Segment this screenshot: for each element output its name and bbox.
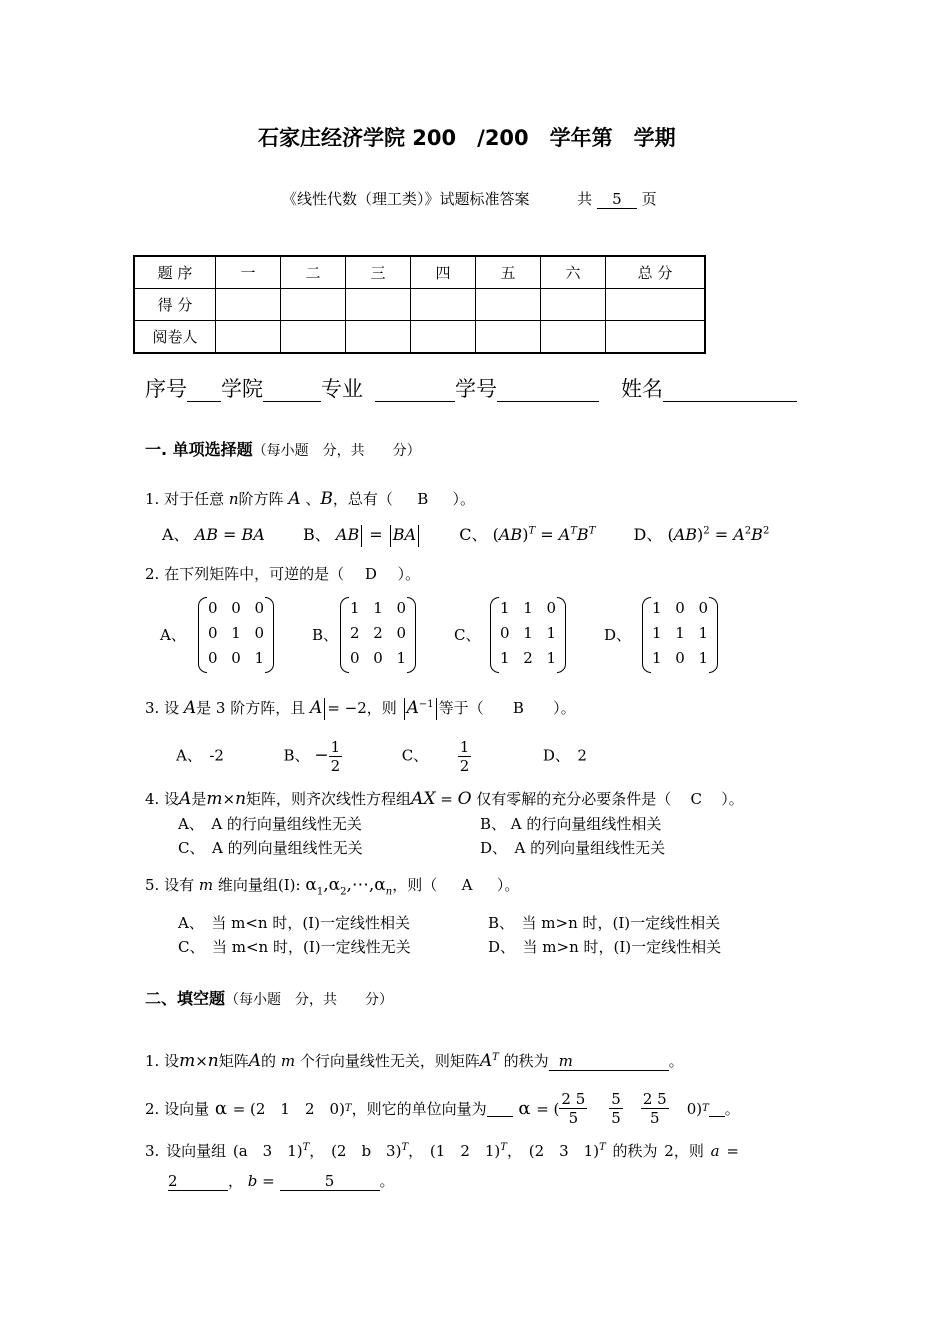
college-field[interactable] — [263, 378, 321, 402]
q3-options: A、 -2 B、 − $\frac{1}{2}$ C、 $\frac{1}{2}$ D、 2 — [176, 738, 587, 775]
fill-q3-v4: (2 3 1) — [528, 1142, 600, 1160]
fill-q1-text-d: 个行向量线性无关，则矩阵 — [299, 1052, 480, 1070]
matrix-row — [500, 624, 556, 642]
q2-answer: D — [364, 565, 377, 583]
fill-q3-text-a: 3. 设向量组 — [145, 1142, 227, 1160]
student-info — [145, 373, 797, 403]
fill-q2-answer-prefix: = ( — [536, 1099, 560, 1118]
q3-answer: B — [512, 699, 524, 717]
section1-heading — [145, 437, 421, 460]
q3-c-frac-num: 1 — [459, 738, 470, 756]
q3-c-frac-den: 2 — [459, 757, 470, 775]
matrix-cell: 1 — [500, 649, 510, 667]
major-field[interactable] — [375, 378, 455, 402]
major-label: 专业 — [321, 377, 363, 401]
fill-q2-frac1-num: 2 5 — [561, 1090, 586, 1108]
matrix-cell: 2 — [523, 649, 533, 667]
id-label: 学号 — [455, 377, 497, 401]
q4-option-c: C、 A 的列向量组线性无关 — [178, 839, 363, 857]
matrix-cell: 0 — [546, 599, 556, 617]
q3-text-b: 是 3 阶方阵，且 — [196, 699, 306, 717]
matrix-cell: 1 — [523, 624, 533, 642]
q3-text-c: ，则 — [366, 699, 397, 717]
q5-option-d: D、 当 m>n 时，(I)一定线性相关 — [488, 938, 722, 956]
matrix-cell: 0 — [208, 624, 218, 642]
fill-q3-text-end: 。 — [379, 1172, 395, 1190]
fill-q3-v3: (1 2 1) — [429, 1142, 501, 1160]
fill-q2: 2. 设向量 α = (2 1 2 0) T ，则它的单位向量为 α = ( $\frac{2 5}{5}$ $\frac{5}{5}$ $\frac{2 5}{5}$ 0) T 。 — [145, 1090, 740, 1127]
matrix-cell: 2 — [350, 624, 360, 642]
matrix-cell: 1 — [373, 599, 383, 617]
q1-text-b: 阶方阵 — [238, 490, 284, 508]
q5-text-end: ）。 — [496, 876, 520, 894]
fill-q2-tail: 0) — [686, 1099, 703, 1118]
q3-text-end: ）。 — [553, 699, 576, 717]
q4-text-d: 仅有零解的充分必要条件是（ — [476, 790, 672, 808]
matrix-cell: 0 — [254, 624, 264, 642]
q3-text-d: 等于（ — [438, 699, 484, 717]
score-header-cell: 三 — [346, 256, 411, 289]
matrix-cell: 1 — [254, 649, 264, 667]
q4-text-end: ）。 — [721, 790, 744, 808]
score-header-cell: 二 — [281, 256, 346, 289]
matrix-left-paren — [198, 597, 207, 673]
fill-q3-v1: (a 3 1) — [232, 1142, 303, 1160]
matrix-cell: 0 — [231, 649, 241, 667]
score-header-cell: 四 — [411, 256, 476, 289]
q2-option-label: A、 — [160, 626, 186, 644]
matrix-cell: 0 — [396, 599, 406, 617]
q5-text-c: ，则（ — [392, 876, 438, 894]
q3-text-a: 3. 设 — [145, 699, 180, 717]
matrix-cell: 1 — [396, 649, 406, 667]
matrix-cell: 0 — [350, 649, 360, 667]
q1-option-c: C、 — [459, 525, 488, 544]
fill-q2-blank-right[interactable] — [709, 1100, 725, 1118]
grader-cell[interactable] — [411, 321, 476, 354]
q3-option-c: C、 — [401, 746, 429, 765]
q2-matrix — [340, 597, 416, 671]
score-header-cell: 六 — [541, 256, 606, 289]
matrix-left-paren — [642, 597, 651, 673]
matrix-cell: 1 — [231, 624, 241, 642]
fill-q1-text-e: 的秩为 — [503, 1052, 549, 1070]
q4-text-b: 是 — [191, 790, 207, 808]
q1-option-d: D、 — [633, 525, 663, 544]
q2-matrix — [490, 597, 566, 671]
pages-suffix: 页 — [641, 190, 657, 208]
matrix-row — [652, 599, 708, 617]
grader-cell[interactable] — [281, 321, 346, 354]
score-cell[interactable] — [606, 289, 706, 321]
q4-text-c: 矩阵，则齐次线性方程组 — [246, 790, 412, 808]
fill-q1-text-c: 的 — [261, 1052, 277, 1070]
matrix-cell: 0 — [254, 599, 264, 617]
fill-q1: 1. 设m×n矩阵A的 m 个行向量线性无关，则矩阵$A^T$ 的秩为 m 。 — [145, 1051, 684, 1071]
q4-stem: 4. 设A是m×n矩阵，则齐次线性方程组AX = O 仅有零解的充分必要条件是（ C ）。 — [145, 789, 744, 809]
q4-option-b: B、 A 的行向量组线性相关 — [480, 815, 662, 833]
q2-matrix — [198, 597, 274, 671]
grader-cell[interactable] — [476, 321, 541, 354]
matrix-cell: 1 — [698, 649, 708, 667]
fill-q2-frac3-den: 5 — [649, 1109, 660, 1127]
q5-text-a: 5. 设有 — [145, 876, 195, 894]
q4-answer: C — [690, 790, 703, 808]
score-cell[interactable] — [346, 289, 411, 321]
score-cell[interactable] — [541, 289, 606, 321]
grader-cell[interactable] — [216, 321, 281, 354]
fill-q3-text-b: 的秩为 2，则 — [612, 1142, 704, 1160]
matrix-row — [208, 649, 264, 667]
q2-text: 2. 在下列矩阵中，可逆的是（ — [145, 565, 345, 583]
fill-q1-answer[interactable] — [549, 1053, 669, 1071]
score-header-cell: 一 — [216, 256, 281, 289]
q2-text-end: ）。 — [397, 565, 421, 583]
matrix-cell: 1 — [652, 624, 662, 642]
matrix-row — [500, 599, 556, 617]
name-field[interactable] — [663, 378, 797, 402]
matrix-cell: 1 — [652, 599, 662, 617]
score-table — [133, 255, 706, 354]
matrix-cell: 1 — [698, 624, 708, 642]
matrix-left-paren — [490, 597, 499, 673]
fill-q2-frac1-den: 5 — [568, 1109, 579, 1127]
matrix-cell: 2 — [373, 624, 383, 642]
score-cell[interactable] — [411, 289, 476, 321]
q5-text-b: 维向量组(I): — [217, 876, 301, 894]
q4-text-a: 4. 设 — [145, 790, 180, 808]
matrix-right-paren — [407, 597, 416, 673]
matrix-right-paren — [265, 597, 274, 673]
matrix-row — [500, 649, 556, 667]
q1-answer: B — [417, 490, 429, 508]
q3-det-value: = −2 — [327, 699, 367, 717]
fill-q1-answer-text: m — [558, 1052, 573, 1070]
exam-subtitle — [282, 188, 657, 209]
q1-text-c: ，总有（ — [332, 490, 393, 508]
q3-option-b: B、 — [283, 746, 310, 765]
matrix-cell: 1 — [350, 599, 360, 617]
section2-title: 二、填空题 — [145, 989, 226, 1008]
course-title: 《线性代数（理工类）》试题标准答案 — [282, 190, 530, 208]
matrix-cell: 0 — [698, 599, 708, 617]
matrix-left-paren — [340, 597, 349, 673]
seq-label: 序号 — [145, 377, 187, 401]
fill-q2-frac2-den: 5 — [611, 1109, 621, 1127]
grader-row-label: 阅卷人 — [134, 321, 216, 354]
score-row-label: 得 分 — [134, 289, 216, 321]
q2-option-label: D、 — [604, 626, 632, 644]
matrix-cell: 0 — [231, 599, 241, 617]
fill-q2-blank-left[interactable] — [487, 1100, 513, 1118]
fill-q3-answers: 2 ， b = 5 。 — [168, 1172, 395, 1190]
score-header-cell: 五 — [476, 256, 541, 289]
matrix-cell: 1 — [500, 599, 510, 617]
pages-count: 5 — [597, 191, 637, 209]
q5-option-b: B、 当 m>n 时，(I)一定线性相关 — [488, 914, 721, 932]
q1-text-a: 1. 对于任意 — [145, 490, 225, 508]
section2-heading — [145, 986, 393, 1009]
matrix-cell: 0 — [396, 624, 406, 642]
fill-q1-text-a: 1. 设 — [145, 1052, 180, 1070]
matrix-cell: 0 — [675, 599, 685, 617]
q5-answer: A — [461, 876, 473, 894]
matrix-row — [652, 624, 708, 642]
matrix-row — [350, 649, 406, 667]
matrix-cell: 1 — [675, 624, 685, 642]
q1-options: A、 AB = BA B、 AB = BA C、 $(AB)^T = A^TB^T$ D、 $(AB)^2 = A^2B^2$ — [162, 522, 769, 547]
q3-b-frac-num: 1 — [330, 738, 341, 756]
matrix-row — [208, 624, 264, 642]
matrix-cell: 0 — [675, 649, 685, 667]
matrix-cell: 0 — [500, 624, 510, 642]
q2-stem — [145, 563, 420, 584]
seq-field[interactable] — [187, 378, 221, 402]
section1-title: 一. 单项选择题 — [145, 440, 253, 459]
fill-q3-v2: (2 b 3) — [331, 1142, 402, 1160]
fill-q3-a-answer[interactable]: 2 — [168, 1173, 228, 1191]
q3-b-frac-den: 2 — [330, 757, 341, 775]
matrix-row — [350, 624, 406, 642]
score-header-cell: 题 序 — [134, 256, 216, 289]
score-cell[interactable] — [216, 289, 281, 321]
matrix-cell: 0 — [373, 649, 383, 667]
matrix-cell: 0 — [208, 649, 218, 667]
id-field[interactable] — [497, 378, 599, 402]
fill-q1-text-end: 。 — [668, 1052, 684, 1070]
matrix-cell: 1 — [546, 624, 556, 642]
q2-option-label: C、 — [454, 626, 481, 644]
matrix-cell: 1 — [652, 649, 662, 667]
fill-q2-vector: = (2 1 2 0) — [232, 1100, 345, 1118]
q1-stem: 1. 对于任意 n阶方阵 A 、B，总有（ B ）。 — [145, 489, 475, 509]
q1-option-b: B、 — [303, 525, 331, 544]
name-label: 姓名 — [621, 377, 663, 401]
college-label: 学院 — [221, 377, 263, 401]
q1-text-end: ）。 — [452, 490, 475, 508]
grader-row — [134, 321, 705, 354]
fill-q2-text-b: ，则它的单位向量为 — [351, 1100, 487, 1118]
matrix-cell: 1 — [523, 599, 533, 617]
score-row — [134, 289, 705, 321]
matrix-right-paren — [557, 597, 566, 673]
fill-q2-text-end: 。 — [724, 1100, 740, 1118]
score-header-cell: 总 分 — [606, 256, 706, 289]
section2-note: （每小题 分，共 分） — [225, 992, 394, 1008]
matrix-cell: 1 — [546, 649, 556, 667]
grader-cell[interactable] — [346, 321, 411, 354]
matrix-row — [208, 599, 264, 617]
fill-q2-frac3-num: 2 5 — [642, 1090, 667, 1108]
q1-option-a: A、 — [162, 525, 190, 544]
fill-q3-b-label: b = — [247, 1172, 275, 1190]
matrix-right-paren — [709, 597, 718, 673]
q3-stem: 3. 设 A是 3 阶方阵，且 A = −2，则 $A^{-1}$ 等于（ B ）。 — [145, 698, 576, 718]
q5-option-a: A、 当 m<n 时，(I)一定线性相关 — [178, 914, 410, 932]
fill-q3-b-answer[interactable]: 5 — [280, 1173, 380, 1191]
q4-option-d: D、 A 的列向量组线性无关 — [480, 839, 666, 857]
q3-option-a: A、 -2 — [176, 746, 224, 765]
grader-cell[interactable] — [606, 321, 706, 354]
matrix-cell: 0 — [208, 599, 218, 617]
q4-option-a: A、 A 的行向量组线性无关 — [178, 815, 362, 833]
fill-q2-text-a: 2. 设向量 — [145, 1100, 210, 1118]
page-title: 石家庄经济学院 200 /200 学年第 学期 — [258, 126, 676, 150]
grader-cell[interactable] — [541, 321, 606, 354]
matrix-row — [350, 599, 406, 617]
pages-prefix: 共 — [577, 190, 593, 208]
section1-note: （每小题 分，共 分） — [252, 443, 421, 459]
fill-q3-a-label: a = — [710, 1142, 739, 1160]
matrix-row — [652, 649, 708, 667]
score-cell[interactable] — [281, 289, 346, 321]
q5-stem: 5. 设有 m 维向量组(I): $\alpha_1,\alpha_2,\cdots,\alpha_n$，则（ A ）。 — [145, 875, 520, 898]
q2-option-label: B、 — [312, 626, 339, 644]
q5-option-c: C、 当 m<n 时，(I)一定线性无关 — [178, 938, 411, 956]
fill-q3: 3. 设向量组 (a 3 1)$^T$， (2 b 3)$^T$， (1 2 1)$^T$， (2 3 1)$^T$ 的秩为 2，则 a = — [145, 1142, 739, 1160]
fill-q1-text-b: 矩阵 — [218, 1052, 249, 1070]
fill-q2-frac2-num: 5 — [611, 1090, 621, 1108]
q3-option-d: D、 2 — [542, 746, 587, 765]
q2-matrix — [642, 597, 718, 671]
score-table-header — [134, 256, 705, 289]
score-cell[interactable] — [476, 289, 541, 321]
